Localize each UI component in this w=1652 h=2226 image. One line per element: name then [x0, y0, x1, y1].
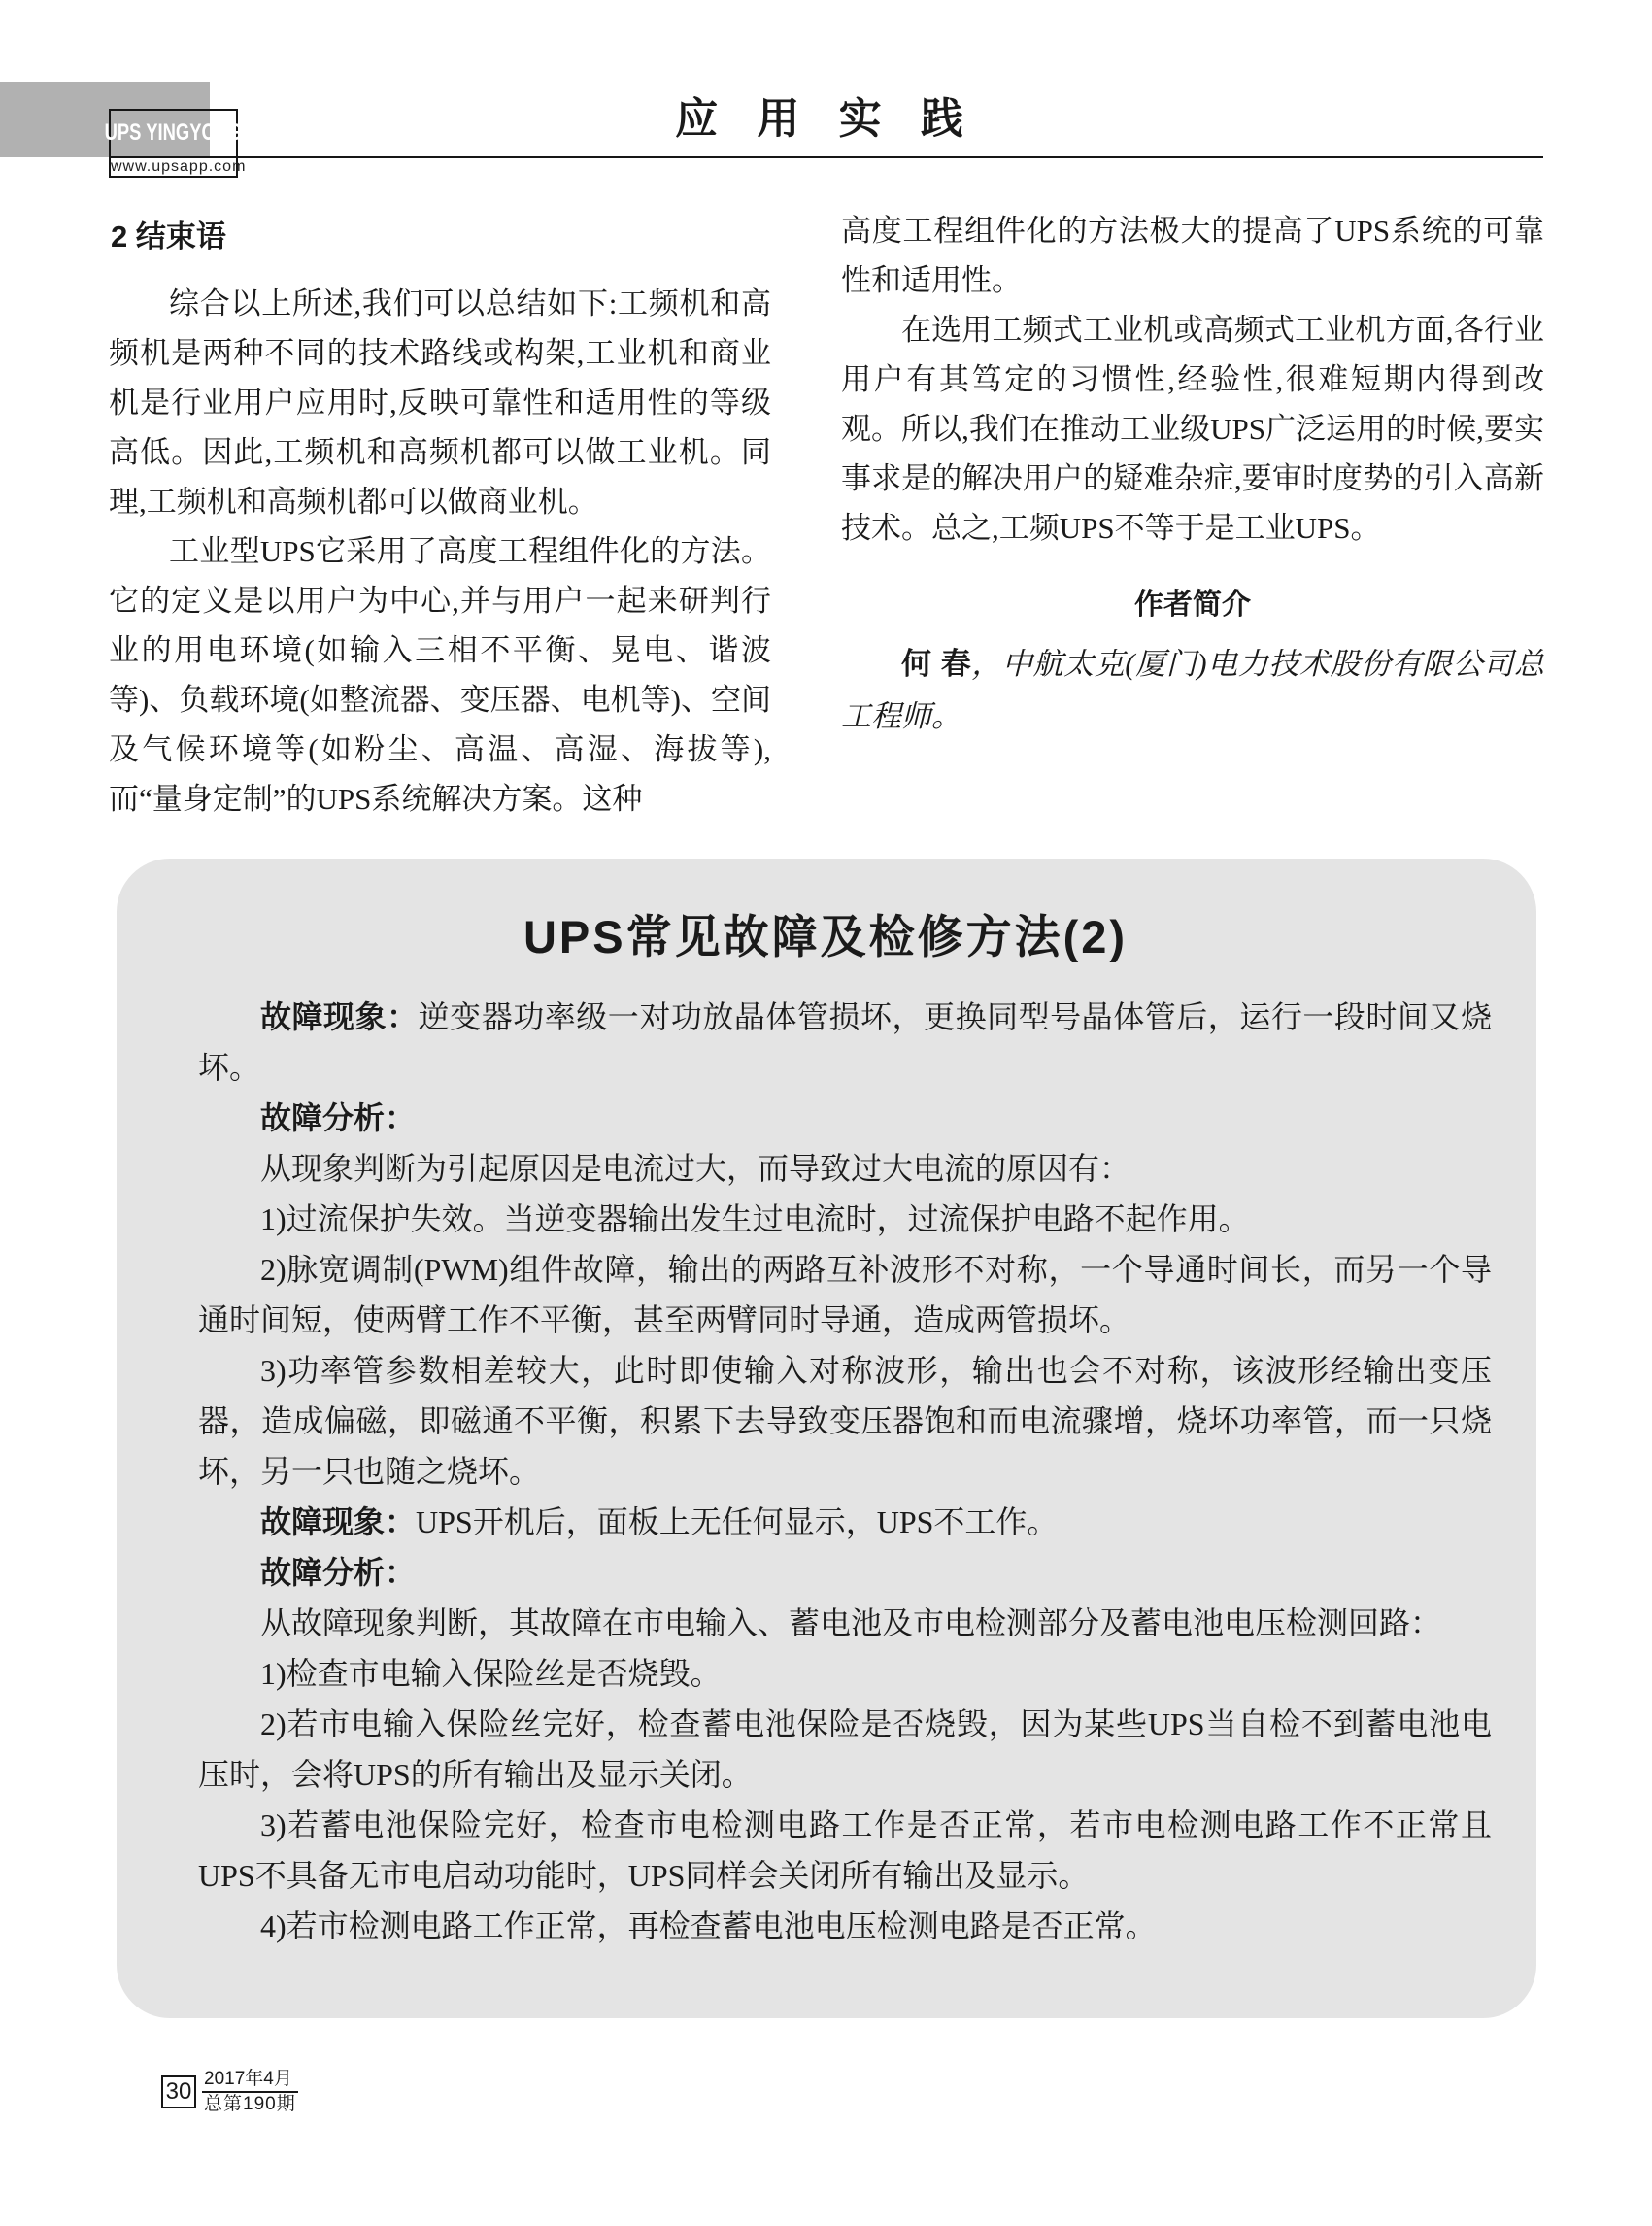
logo-title: UPS YINGYONG — [104, 119, 243, 147]
fault-paragraph — [198, 1345, 1492, 1497]
article-right-column — [841, 206, 1544, 824]
page-title: 应 用 实 践 — [675, 95, 977, 143]
footer-page-number: 30 — [161, 2075, 196, 2108]
fault-paragraph-text: 3)若蓄电池保险完好，检查市电检测电路工作是否正常，若市电检测电路工作不正常且UPS不具备无市电启动功能时，UPS同样会关闭所有输出及显示。 — [198, 1807, 1492, 1893]
fault-paragraph-text: 从故障现象判断，其故障在市电输入、蓄电池及市电检测部分及蓄电池电压检测回路： — [260, 1605, 1442, 1640]
author-heading: 作者简介 — [1134, 589, 1251, 621]
fault-paragraph-text: 2)若市电输入保险丝完好，检查蓄电池保险是否烧毁，因为某些UPS当自检不到蓄电池电压时，会将UPS的所有输出及显示关闭。 — [198, 1706, 1492, 1792]
article-left-column — [109, 206, 771, 824]
fault-paragraph-label: 故障现象： — [260, 999, 419, 1034]
paragraph: 工业型UPS它采用了高度工程组件化的方法。它的定义是以用户为中心,并与用户一起来研判行业的用电环境(如输入三相不平衡、晃电、谐波等)、负载环境(如整流器、变压器、电机等)、空间及气候环境等(如粉尘、高温、高湿、海拔等),而“量身定制”的UPS系统解决方案。这种 — [109, 534, 771, 816]
footer — [161, 2070, 298, 2114]
fault-paragraph-text: 从现象判断为引起原因是电流过大，而导致过大电流的原因有： — [260, 1151, 1131, 1186]
fault-paragraph — [198, 1800, 1492, 1901]
fault-paragraph — [198, 1244, 1492, 1345]
author-paragraph — [841, 638, 1544, 743]
fault-paragraph-text: UPS开机后，面板上无任何显示，UPS不工作。 — [416, 1504, 1059, 1539]
section-heading: 2 结束语 — [111, 219, 226, 253]
article-columns — [109, 206, 1544, 824]
footer-issue-date: 2017年4月 — [202, 2070, 298, 2093]
fault-paragraph — [198, 1093, 1492, 1143]
fault-paragraph-text: 1)过流保护失效。当逆变器输出发生过电流时，过流保护电路不起作用。 — [260, 1201, 1250, 1236]
fault-paragraph — [198, 1648, 1492, 1699]
fault-paragraph — [198, 1547, 1492, 1598]
footer-issue — [202, 2070, 298, 2114]
fault-paragraph — [198, 1143, 1492, 1194]
fault-paragraph — [198, 1194, 1492, 1244]
fault-paragraph-label: 故障分析： — [260, 1555, 417, 1590]
fault-paragraph — [198, 992, 1492, 1093]
fault-paragraph-text: 逆变器功率级一对功放晶体管损坏，更换同型号晶体管后，运行一段时间又烧坏。 — [198, 999, 1492, 1085]
footer-issue-number: 总第190期 — [204, 2094, 296, 2114]
author-bio: ，中航太克(厦门)电力技术股份有限公司总工程师。 — [841, 647, 1544, 733]
author-name: 何 春 — [901, 647, 972, 681]
fault-paragraph-text: 4)若市检测电路工作正常，再检查蓄电池电压检测电路是否正常。 — [260, 1908, 1157, 1943]
paragraph: 在选用工频式工业机或高频式工业机方面,各行业用户有其笃定的习惯性,经验性,很难短期内得到改观。所以,我们在推动工业级UPS广泛运用的时候,要实事求是的解决用户的疑难杂症,要审时度势的引入高新技术。总之,工频UPS不等于是工业UPS。 — [841, 313, 1544, 545]
fault-paragraph-text: 2)脉宽调制(PWM)组件故障，输出的两路互补波形不对称，一个导通时间长，而另一个导通时间短，使两臂工作不平衡，甚至两臂同时导通，造成两管损坏。 — [198, 1252, 1492, 1337]
fault-paragraph-label: 故障分析： — [260, 1100, 417, 1135]
fault-paragraph-text: 1)检查市电输入保险丝是否烧毁。 — [260, 1656, 722, 1691]
logo-url: www.upsapp.com — [111, 158, 247, 175]
fault-paragraph-text: 3)功率管参数相差较大，此时即使输入对称波形，输出也会不对称，该波形经输出变压器，造成偏磁，即磁通不平衡，积累下去导致变压器饱和而电流骤增，烧坏功率管，而一只烧坏，另一只也随之烧坏。 — [198, 1353, 1492, 1489]
fault-paragraph — [198, 1699, 1492, 1800]
fault-paragraph — [198, 1901, 1492, 1951]
header-rule — [109, 156, 1543, 158]
fault-paragraph — [198, 1497, 1492, 1547]
fault-paragraph — [198, 1598, 1492, 1648]
fault-box-title: UPS常见故障及检修方法(2) — [523, 911, 1129, 962]
paragraph: 综合以上所述,我们可以总结如下:工频机和高频机是两种不同的技术路线或构架,工业机和商业机是行业用户应用时,反映可靠性和适用性的等级高低。因此,工频机和高频机都可以做工业机。同理,工频机和高频机都可以做商业机。 — [109, 287, 771, 519]
fault-box — [117, 859, 1536, 2018]
fault-paragraph-label: 故障现象： — [260, 1504, 417, 1539]
paragraph: 高度工程组件化的方法极大的提高了UPS系统的可靠性和适用性。 — [841, 214, 1544, 297]
